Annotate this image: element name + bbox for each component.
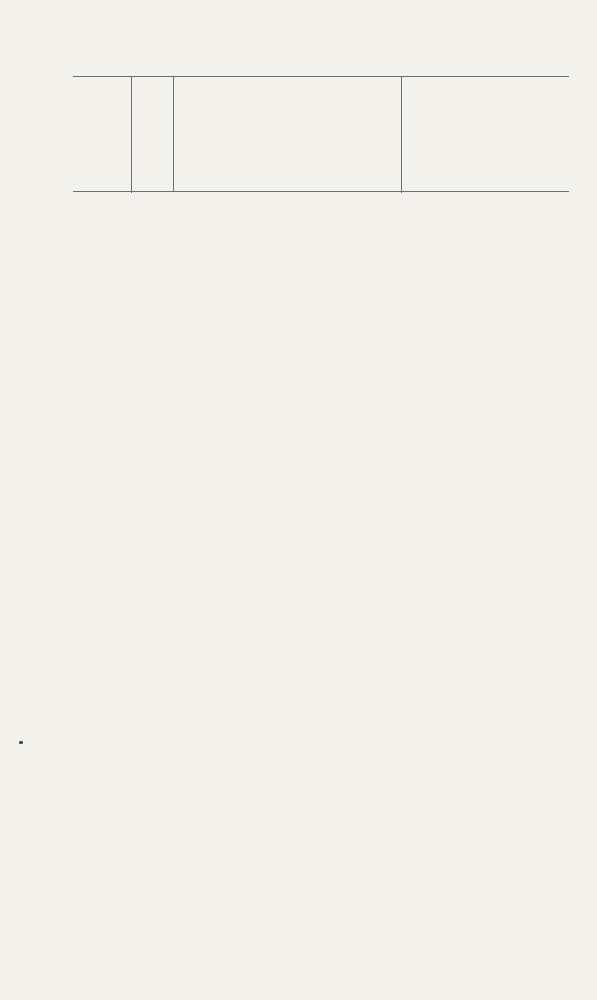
results-table bbox=[73, 76, 569, 192]
header-strength bbox=[173, 77, 401, 192]
header-time bbox=[401, 77, 569, 192]
header-num bbox=[73, 77, 131, 192]
header-bsk bbox=[131, 77, 173, 192]
ink-dot bbox=[19, 741, 23, 744]
